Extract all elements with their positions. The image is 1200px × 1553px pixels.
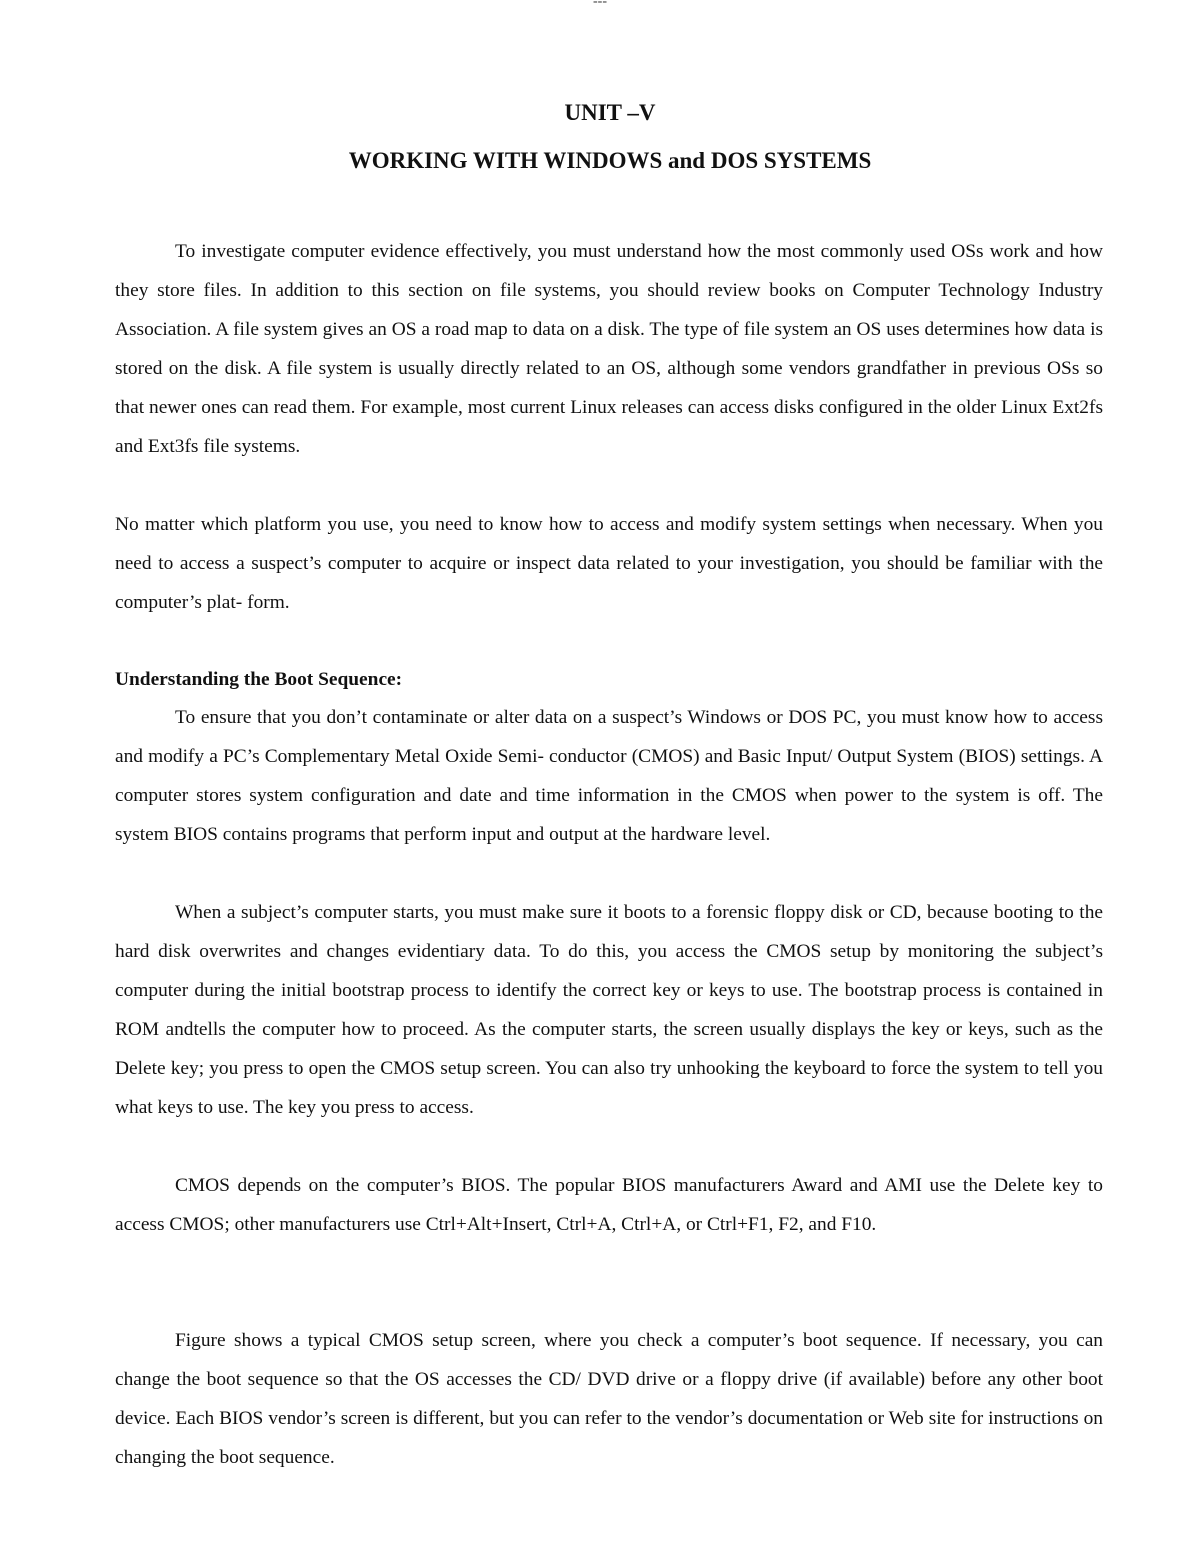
unit-title: UNIT –V (564, 100, 656, 125)
paragraph-cmos-bios: To ensure that you don’t contaminate or alter data on a suspect’s Windows or DOS PC, you must know how to access and modify a PC’s Complementary Metal Oxide Semi- conductor (CMOS) and Basic Input/ Output System (BIOS) settings. A computer stores system configuration and date and time information in the CMOS when power to the system is off. The system BIOS contains programs that perform input and output at the hardware level. (115, 707, 1103, 845)
paragraph-platform: No matter which platform you use, you need to know how to access and modify system settings when necessary. When you need to access a suspect’s computer to acquire or inspect data related to your investigation, you should be familiar with the computer’s plat- form. (115, 514, 1103, 613)
paragraph-figure-cmos-setup: Figure shows a typical CMOS setup screen, where you check a computer’s boot sequence. If necessary, you can change the boot sequence so that the OS accesses the CD/ DVD drive or a floppy drive (if available) before any other boot device. Each BIOS vendor’s screen is different, but you can refer to the vendor’s documentation or Web site for instructions on changing the boot sequence. (115, 1330, 1103, 1468)
paragraph-boot-forensic: When a subject’s computer starts, you must make sure it boots to a forensic floppy disk or CD, because booting to the hard disk overwrites and changes evidentiary data. To do this, you access the CMOS setup by monitoring the subject’s computer during the initial bootstrap process to identify the correct key or keys to use. The bootstrap process is contained in ROM andtells the computer how to proceed. As the computer starts, the screen usually displays the key or keys, such as the Delete key; you press to open the CMOS setup screen. You can also try unhooking the keyboard to force the system to tell you what keys to use. The key you press to access. (115, 902, 1103, 1118)
paragraph-cmos-keys: CMOS depends on the computer’s BIOS. The popular BIOS manufacturers Award and AMI use the Delete key to access CMOS; other manufacturers use Ctrl+Alt+Insert, Ctrl+A, Ctrl+A, or Ctrl+F1, F2, and F10. (115, 1175, 1103, 1235)
page-top-mark: --- (593, 0, 607, 9)
document-title: WORKING WITH WINDOWS and DOS SYSTEMS (348, 148, 872, 173)
paragraph-intro: To investigate computer evidence effectively, you must understand how the most commonly used OSs work and how they store files. In addition to this section on file systems, you should review books on Computer Technology Industry Association. A file system gives an OS a road map to data on a disk. The type of file system an OS uses determines how data is stored on the disk. A file system is usually directly related to an OS, although some vendors grandfather in previous OSs so that newer ones can read them. For example, most current Linux releases can access disks configured in the older Linux Ext2fs and Ext3fs file systems. (115, 241, 1103, 457)
section-heading-boot-sequence: Understanding the Boot Sequence: (115, 669, 403, 690)
